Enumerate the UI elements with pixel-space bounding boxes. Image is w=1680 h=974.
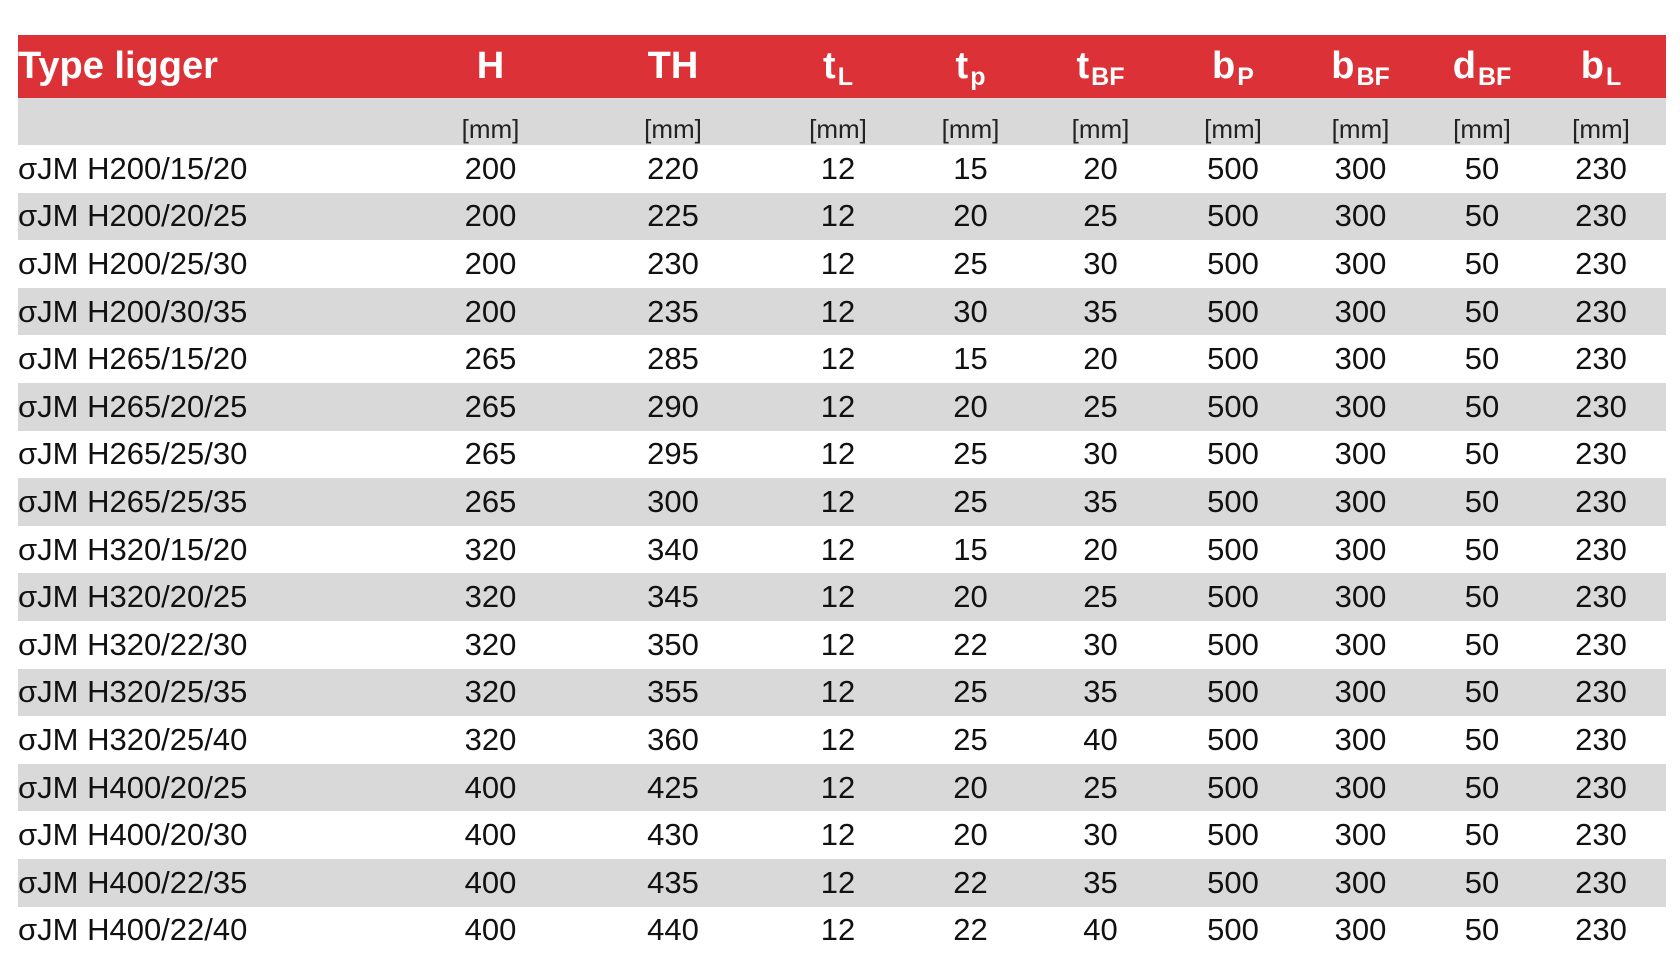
row-value-cell: 320 (464, 531, 517, 567)
row-type-name: σJM H400/22/35 (18, 859, 398, 907)
row-value-cell: 30 (1083, 245, 1118, 281)
row-value-cell: 500 (1207, 436, 1259, 472)
row-value-cell: 15 (953, 150, 988, 186)
row-value-cell: 500 (1173, 669, 1293, 717)
row-value-cell: 40 (1083, 912, 1118, 948)
row-value-cell: 30 (913, 288, 1028, 336)
row-value-cell: 12 (763, 669, 913, 717)
header-t-l: $t_L$ (763, 35, 913, 98)
row-value-cell: 425 (583, 764, 763, 812)
row-value-cell: 300 (1293, 383, 1428, 431)
row-value-cell: 12 (820, 531, 856, 567)
row-value-cell: 35 (1028, 859, 1173, 907)
row-value-cell: 220 (647, 150, 699, 186)
row-value-cell: 12 (763, 859, 913, 907)
row-value-cell: 500 (1207, 245, 1259, 281)
unit-cell (18, 98, 398, 145)
table-row (18, 335, 1666, 383)
row-value-cell: 295 (647, 436, 699, 472)
row-value-cell: 12 (820, 721, 856, 757)
table-row (18, 288, 1666, 336)
row-value-cell: 35 (1028, 478, 1173, 526)
row-value-cell: 25 (953, 436, 988, 472)
row-value-cell: 500 (1207, 721, 1259, 757)
row-value-cell: 12 (763, 383, 913, 431)
row-value-cell: 50 (1464, 150, 1500, 186)
row-type-name: σJM H265/15/20 (18, 341, 248, 377)
beam-spec-table (18, 35, 1666, 954)
row-value-cell: 500 (1207, 912, 1259, 948)
row-value-cell: 320 (464, 626, 517, 662)
row-value-cell: 235 (583, 288, 763, 336)
row-value-cell: 400 (398, 859, 583, 907)
table-row (18, 526, 1666, 574)
row-value-cell: 500 (1173, 859, 1293, 907)
row-type-name: σJM H200/20/25 (18, 193, 398, 241)
row-value-cell: 22 (913, 859, 1028, 907)
row-value-cell: 50 (1464, 721, 1500, 757)
row-type-name: σJM H320/22/30 (18, 626, 248, 662)
row-value-cell: 345 (583, 573, 763, 621)
table-row (18, 145, 1666, 193)
row-value-cell: 12 (763, 288, 913, 336)
row-value-cell: 320 (398, 669, 583, 717)
row-value-cell: 20 (1083, 150, 1118, 186)
row-value-cell: 300 (1334, 817, 1387, 853)
row-type-name: σJM H200/15/20 (18, 150, 248, 186)
row-value-cell: 355 (583, 669, 763, 717)
row-value-cell: 320 (464, 721, 517, 757)
row-value-cell: 30 (1083, 626, 1118, 662)
row-value-cell: 500 (1173, 383, 1293, 431)
row-value-cell: 25 (953, 245, 988, 281)
row-value-cell: 230 (1575, 721, 1627, 757)
row-value-cell: 25 (953, 721, 988, 757)
header-th: TH (583, 35, 763, 98)
row-value-cell: 300 (583, 478, 763, 526)
unit-cell: [mm] (913, 98, 1028, 145)
table-row (18, 383, 1666, 431)
row-value-cell: 50 (1428, 859, 1536, 907)
unit-cell: [mm] (1293, 98, 1428, 145)
row-value-cell: 285 (647, 341, 699, 377)
row-value-cell: 50 (1428, 573, 1536, 621)
row-type-name: σJM H320/25/40 (18, 721, 248, 757)
unit-cell: [mm] (583, 98, 763, 145)
row-value-cell: 230 (1536, 669, 1666, 717)
row-value-cell: 300 (1334, 150, 1387, 186)
row-value-cell: 50 (1428, 288, 1536, 336)
row-value-cell: 12 (763, 193, 913, 241)
header-row (18, 35, 1666, 98)
row-type-name: σJM H265/20/25 (18, 383, 398, 431)
row-value-cell: 35 (1028, 288, 1173, 336)
row-type-name: σJM H265/25/30 (18, 436, 248, 472)
row-type-name: σJM H200/30/35 (18, 288, 398, 336)
row-value-cell: 12 (763, 478, 913, 526)
row-value-cell: 230 (1536, 573, 1666, 621)
header-b-l: $b_L$ (1536, 35, 1666, 98)
row-value-cell: 50 (1464, 912, 1500, 948)
row-value-cell: 15 (953, 531, 988, 567)
row-value-cell: 200 (398, 193, 583, 241)
row-value-cell: 12 (820, 817, 856, 853)
row-type-name: σJM H400/20/30 (18, 817, 248, 853)
row-value-cell: 360 (647, 721, 699, 757)
row-value-cell: 500 (1207, 817, 1259, 853)
row-value-cell: 230 (1575, 245, 1627, 281)
row-value-cell: 230 (1575, 912, 1627, 948)
table-row (18, 907, 1666, 955)
row-value-cell: 500 (1173, 478, 1293, 526)
row-value-cell: 230 (1575, 531, 1627, 567)
row-value-cell: 230 (1575, 150, 1627, 186)
row-value-cell: 300 (1334, 531, 1387, 567)
row-value-cell: 230 (1575, 436, 1627, 472)
row-value-cell: 230 (1536, 764, 1666, 812)
row-value-cell: 500 (1173, 193, 1293, 241)
row-type-name: σJM H320/20/25 (18, 573, 398, 621)
row-value-cell: 25 (1028, 573, 1173, 621)
table-body (18, 145, 1666, 954)
row-type-name: σJM H265/25/35 (18, 478, 398, 526)
row-value-cell: 20 (1083, 531, 1118, 567)
row-value-cell: 50 (1464, 436, 1500, 472)
row-value-cell: 300 (1293, 859, 1428, 907)
row-value-cell: 300 (1293, 764, 1428, 812)
row-value-cell: 20 (913, 193, 1028, 241)
row-value-cell: 300 (1334, 341, 1387, 377)
row-value-cell: 50 (1464, 531, 1500, 567)
row-value-cell: 230 (1536, 288, 1666, 336)
row-value-cell: 15 (953, 341, 988, 377)
row-value-cell: 30 (1083, 817, 1118, 853)
row-value-cell: 12 (763, 764, 913, 812)
table-row (18, 859, 1666, 907)
table-row (18, 431, 1666, 479)
header-b-p: $b_P$ (1173, 35, 1293, 98)
row-value-cell: 400 (464, 817, 517, 853)
row-value-cell: 300 (1293, 669, 1428, 717)
unit-cell: [mm] (1028, 98, 1173, 145)
table-row (18, 811, 1666, 859)
row-value-cell: 50 (1428, 764, 1536, 812)
row-value-cell: 265 (398, 383, 583, 431)
unit-cell: [mm] (1536, 98, 1666, 145)
row-value-cell: 40 (1083, 721, 1118, 757)
header-t-p: $t_p$ (913, 35, 1028, 98)
row-value-cell: 20 (953, 817, 988, 853)
row-value-cell: 230 (1536, 478, 1666, 526)
row-value-cell: 500 (1207, 531, 1259, 567)
row-value-cell: 12 (820, 150, 856, 186)
row-value-cell: 300 (1293, 573, 1428, 621)
header-d-bf: $d_{BF}$ (1428, 35, 1536, 98)
row-value-cell: 25 (913, 669, 1028, 717)
row-type-name: σJM H320/25/35 (18, 669, 398, 717)
row-value-cell: 22 (953, 626, 988, 662)
table-row (18, 573, 1666, 621)
row-value-cell: 400 (398, 764, 583, 812)
row-value-cell: 12 (820, 245, 856, 281)
row-value-cell: 25 (1028, 193, 1173, 241)
row-value-cell: 12 (820, 912, 856, 948)
row-value-cell: 440 (647, 912, 699, 948)
row-value-cell: 265 (464, 436, 517, 472)
table-row (18, 478, 1666, 526)
row-value-cell: 300 (1334, 721, 1387, 757)
row-value-cell: 230 (1536, 859, 1666, 907)
row-value-cell: 12 (820, 341, 856, 377)
row-value-cell: 500 (1173, 573, 1293, 621)
unit-cell: [mm] (763, 98, 913, 145)
row-value-cell: 50 (1464, 341, 1500, 377)
row-value-cell: 200 (464, 150, 517, 186)
row-type-name: σJM H400/20/25 (18, 764, 398, 812)
row-value-cell: 300 (1293, 288, 1428, 336)
row-value-cell: 200 (464, 245, 517, 281)
row-value-cell: 50 (1428, 193, 1536, 241)
row-value-cell: 20 (913, 573, 1028, 621)
row-value-cell: 300 (1293, 478, 1428, 526)
row-value-cell: 12 (763, 573, 913, 621)
row-value-cell: 12 (820, 626, 856, 662)
row-value-cell: 230 (1536, 383, 1666, 431)
row-value-cell: 265 (398, 478, 583, 526)
row-value-cell: 430 (647, 817, 699, 853)
row-type-name: σJM H320/15/20 (18, 531, 248, 567)
row-value-cell: 50 (1464, 626, 1500, 662)
header-type-ligger: Type ligger (18, 35, 398, 98)
unit-cell: [mm] (1173, 98, 1293, 145)
row-type-name: σJM H400/22/40 (18, 912, 248, 948)
row-value-cell: 25 (1028, 383, 1173, 431)
row-value-cell: 320 (398, 573, 583, 621)
row-value-cell: 300 (1293, 193, 1428, 241)
row-value-cell: 500 (1173, 288, 1293, 336)
row-value-cell: 300 (1334, 245, 1387, 281)
row-value-cell: 230 (1575, 817, 1627, 853)
row-value-cell: 30 (1083, 436, 1118, 472)
row-value-cell: 500 (1207, 150, 1259, 186)
row-value-cell: 340 (647, 531, 699, 567)
row-value-cell: 300 (1334, 436, 1387, 472)
row-value-cell: 500 (1207, 626, 1259, 662)
row-value-cell: 500 (1207, 341, 1259, 377)
row-value-cell: 50 (1464, 817, 1500, 853)
row-value-cell: 435 (583, 859, 763, 907)
table-row (18, 621, 1666, 669)
table-row (18, 669, 1666, 717)
table-row (18, 764, 1666, 812)
row-value-cell: 25 (913, 478, 1028, 526)
row-value-cell: 500 (1173, 764, 1293, 812)
row-type-name: σJM H200/25/30 (18, 245, 248, 281)
row-value-cell: 230 (1575, 341, 1627, 377)
row-value-cell: 300 (1334, 912, 1387, 948)
row-value-cell: 20 (913, 764, 1028, 812)
row-value-cell: 12 (820, 436, 856, 472)
table-row (18, 716, 1666, 764)
row-value-cell: 230 (1536, 193, 1666, 241)
row-value-cell: 25 (1028, 764, 1173, 812)
row-value-cell: 50 (1428, 383, 1536, 431)
row-value-cell: 200 (398, 288, 583, 336)
row-value-cell: 300 (1334, 626, 1387, 662)
row-value-cell: 50 (1428, 669, 1536, 717)
table-row (18, 240, 1666, 288)
row-value-cell: 230 (647, 245, 699, 281)
units-row (18, 98, 1666, 145)
row-value-cell: 35 (1028, 669, 1173, 717)
table-row (18, 193, 1666, 241)
unit-cell: [mm] (1428, 98, 1536, 145)
row-value-cell: 50 (1464, 245, 1500, 281)
row-value-cell: 290 (583, 383, 763, 431)
row-value-cell: 20 (913, 383, 1028, 431)
row-value-cell: 265 (464, 341, 517, 377)
unit-cell: [mm] (398, 98, 583, 145)
header-t-bf: $t_{BF}$ (1028, 35, 1173, 98)
row-value-cell: 225 (583, 193, 763, 241)
row-value-cell: 20 (1083, 341, 1118, 377)
row-value-cell: 50 (1428, 478, 1536, 526)
row-value-cell: 350 (647, 626, 699, 662)
row-value-cell: 22 (953, 912, 988, 948)
row-value-cell: 230 (1575, 626, 1627, 662)
header-h: H (398, 35, 583, 98)
header-b-bf: $b_{BF}$ (1293, 35, 1428, 98)
row-value-cell: 400 (464, 912, 517, 948)
